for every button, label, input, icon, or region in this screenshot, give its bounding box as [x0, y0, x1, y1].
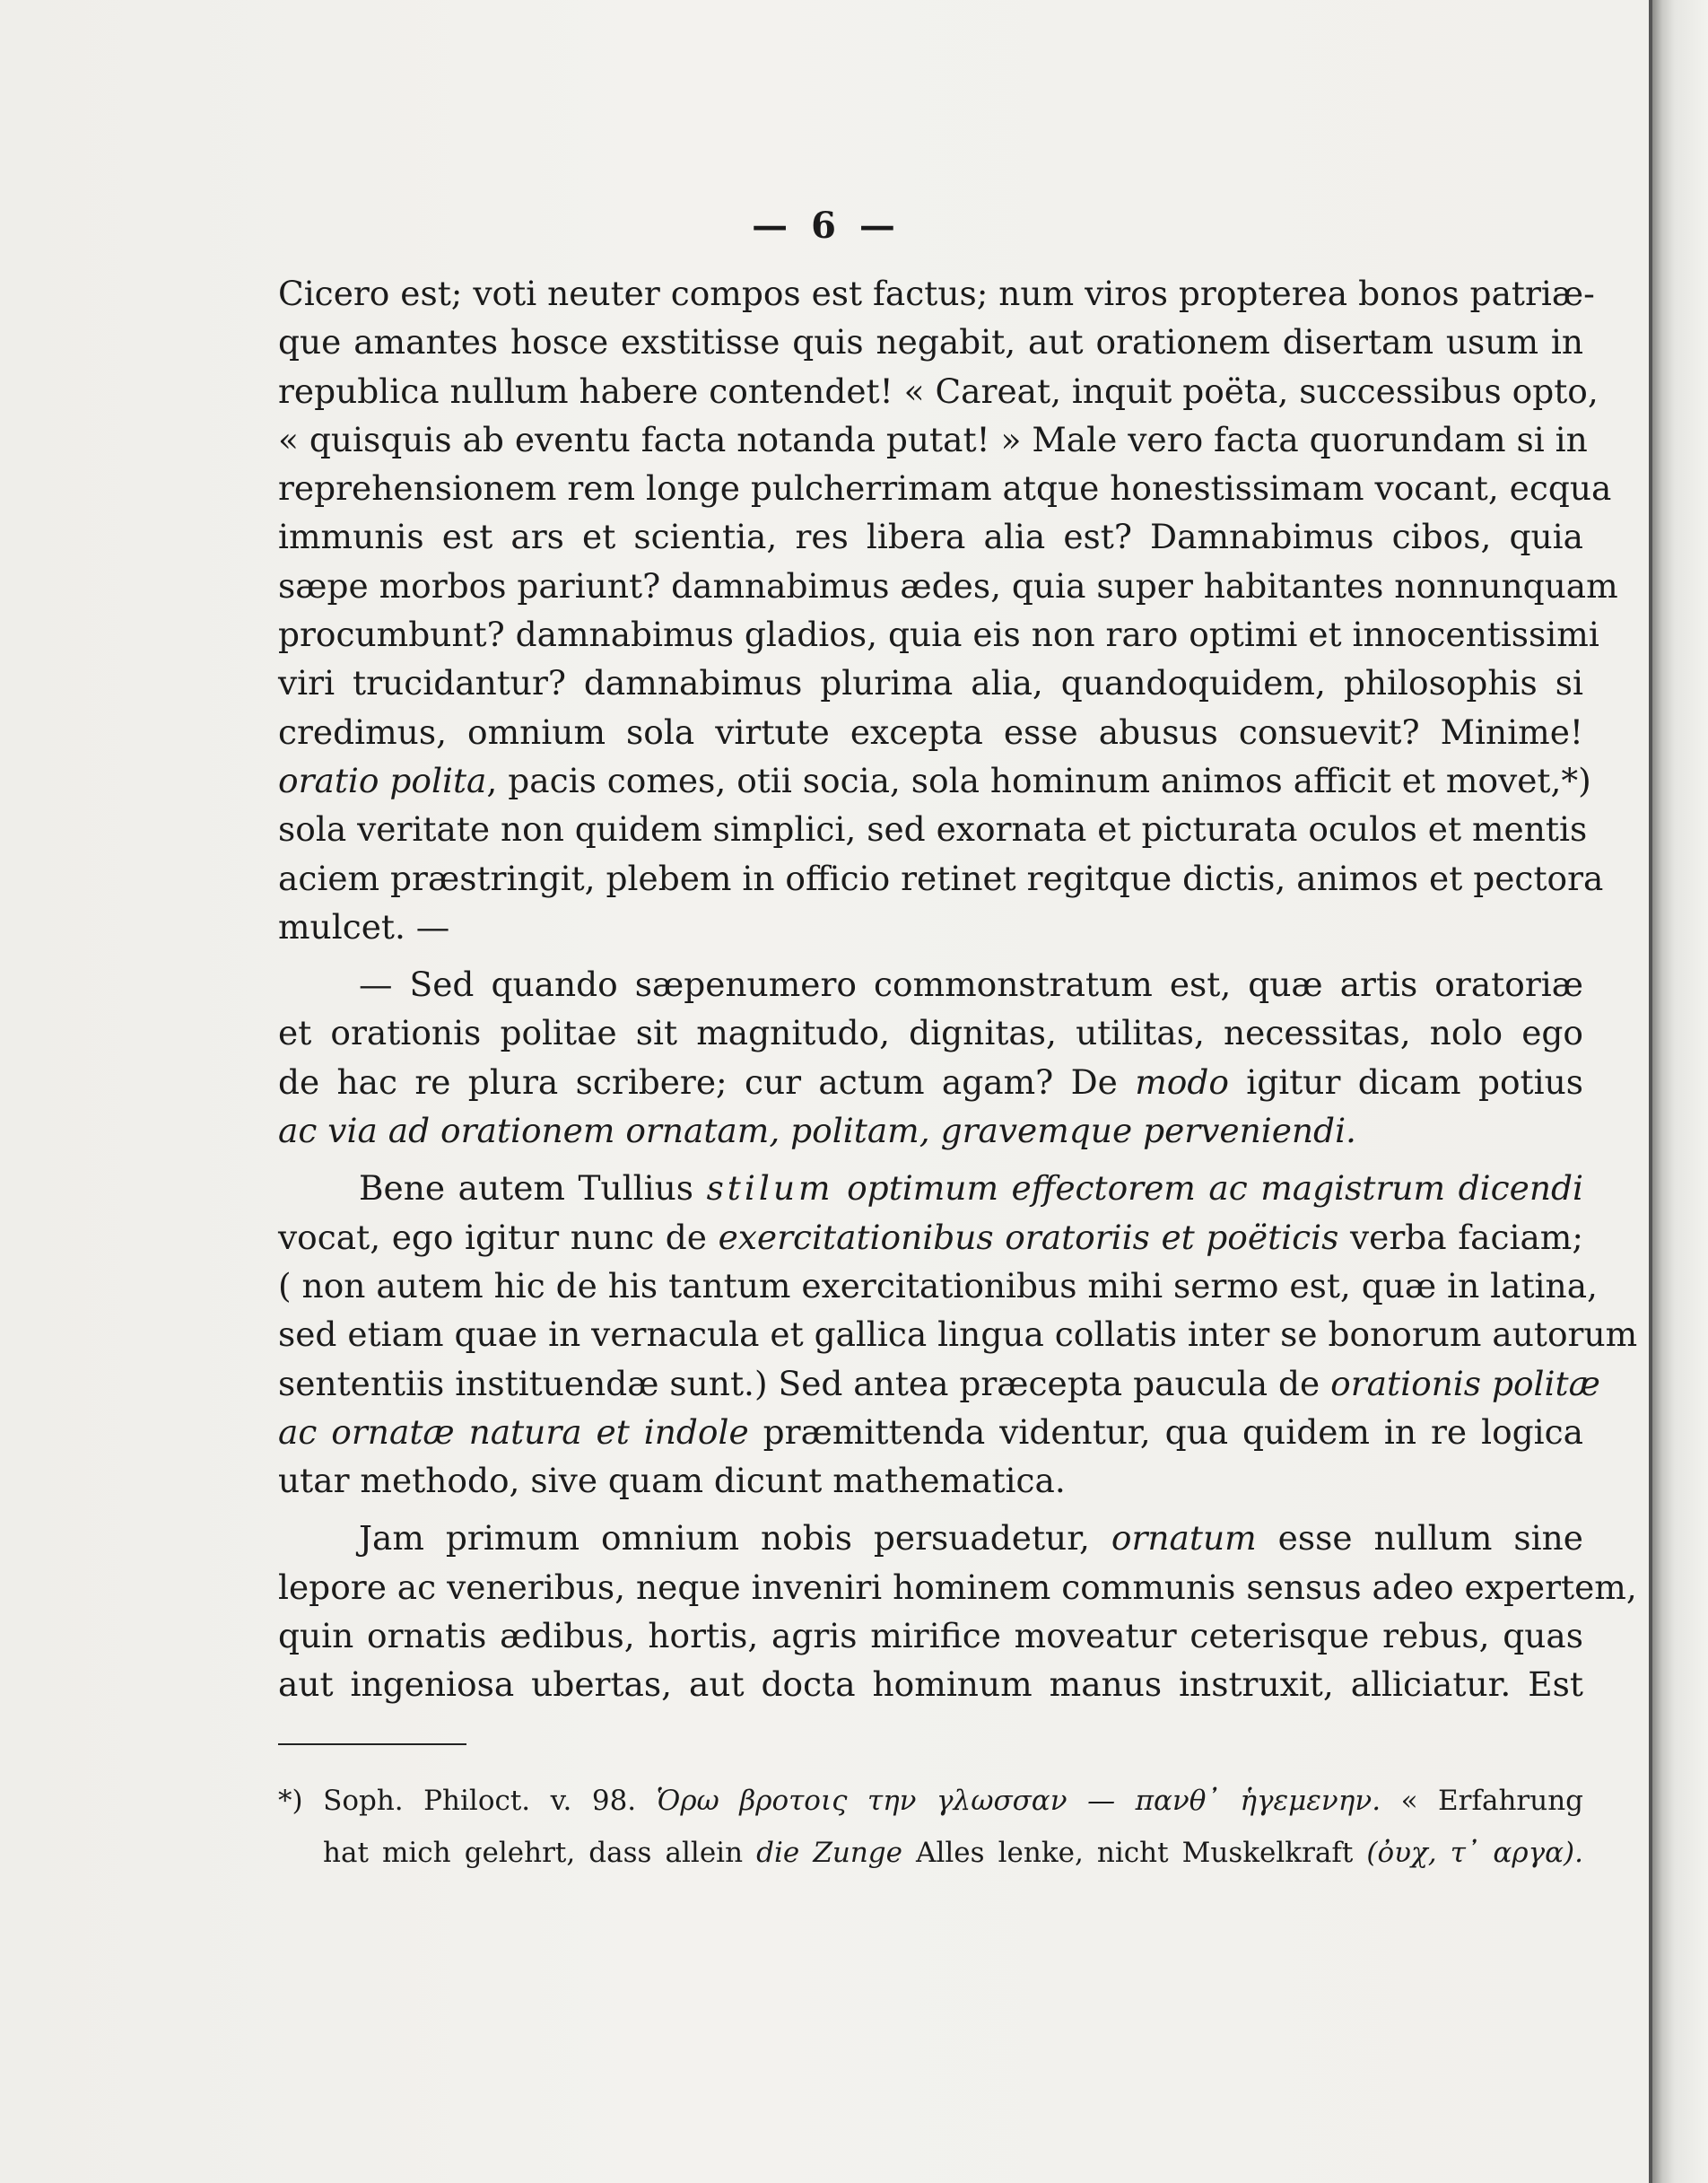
- text-line: sed etiam quae in vernacula et gallica lingua collatis inter se bonorum autorum: [278, 1314, 1638, 1355]
- text-segment: igitur dicam potius: [1228, 1061, 1583, 1102]
- footnote-line: [278, 1827, 1583, 1879]
- italic-phrase: ornatum: [1111, 1518, 1257, 1559]
- text-segment: sententiis instituendæ sunt.) Sed antea præcepta paucula de: [278, 1363, 1331, 1403]
- italic-phrase: modo: [1135, 1061, 1229, 1102]
- text-line: [278, 1408, 1583, 1456]
- spaced-word: stilum: [706, 1168, 834, 1209]
- page-edge-shadow: [1652, 0, 1708, 2183]
- text-line: aciem præstringit, plebem in officio retinet regitque dictis, animos et pectora: [278, 858, 1604, 898]
- text-line: [278, 756, 1591, 805]
- page-number: — 6 —: [752, 205, 901, 247]
- text-line: ( non autem hic de his tantum exercitationibus mihi sermo est, quæ in latina,: [278, 1265, 1598, 1305]
- text-line: [278, 1164, 1583, 1212]
- text-segment: de hac re plura scribere; cur actum agam? De: [278, 1061, 1136, 1102]
- text-line: reprehensionem rem longe pulcherrimam atque honestissimam vocant, ecqua: [278, 468, 1612, 509]
- text-segment: præmittenda videntur, qua quidem in re logica: [748, 1411, 1584, 1452]
- text-line: — Sed quando sæpenumero commonstratum est, quæ artis oratoriæ: [359, 965, 1583, 1005]
- text-line: procumbunt? damnabimus gladios, quia eis non raro optimi et innocentissimi: [278, 615, 1599, 655]
- text-line: immunis est ars et scientia, res libera alia est? Damnabimus cibos, quia: [278, 517, 1583, 557]
- text-line: [278, 1514, 1583, 1562]
- text-line: utar methodo, sive quam dicunt mathematica.: [278, 1461, 1066, 1501]
- text-line: [278, 1213, 1583, 1262]
- footnote-line: [278, 1775, 1583, 1827]
- italic-phrase: ac via ad orationem ornatam, politam, gravemque perveniendi.: [278, 1111, 1356, 1151]
- text-line: [278, 1359, 1600, 1408]
- text-segment: « Erfahrung: [1400, 1785, 1584, 1817]
- text-line: [278, 1106, 1583, 1155]
- footnote: [278, 1775, 1583, 1879]
- text-line: sæpe morbos pariunt? damnabimus ædes, quia super habitantes nonnunquam: [278, 565, 1618, 606]
- text-line: et orationis politae sit magnitudo, dignitas, utilitas, necessitas, nolo ego: [278, 1013, 1583, 1053]
- footnote-ref: *) Soph. Philoct. v. 98.: [278, 1785, 637, 1817]
- text-segment: vocat, ego igitur nunc de: [278, 1217, 719, 1257]
- text-segment: verba faciam;: [1338, 1217, 1583, 1257]
- text-line: credimus, omnium sola virtute excepta esse abusus consuevit? Minime!: [278, 712, 1583, 752]
- italic-phrase: ac ornatæ natura et indole: [278, 1411, 749, 1452]
- text-line: « quisquis ab eventu facta notanda putat! » Male vero facta quorundam si in: [278, 419, 1588, 459]
- greek-quote: Ὁρω βροτοις την γλωσσαν — πανθ᾽ ἡγεμενην.: [656, 1785, 1381, 1817]
- text-line: quin ornatis ædibus, hortis, agris mirifice moveatur ceterisque rebus, quas: [278, 1616, 1583, 1656]
- text-segment: Alles lenke, nicht Muskelkraft: [902, 1837, 1354, 1869]
- text-segment: hat mich gelehrt, dass allein: [323, 1837, 757, 1869]
- text-line: Cicero est; voti neuter compos est factus; num viros propterea bonos patriæ-: [278, 274, 1595, 313]
- text-line: viri trucidantur? damnabimus plurima alia, quandoquidem, philosophis si: [278, 663, 1583, 703]
- italic-phrase: oratio polita: [278, 760, 487, 800]
- text-line: sola veritate non quidem simplici, sed exornata et picturata oculos et mentis: [278, 809, 1588, 850]
- text-line: [278, 1058, 1583, 1106]
- italic-phrase: optimum effectorem ac magistrum dicendi: [833, 1168, 1583, 1209]
- greek-quote: (ὀυχ, τ᾽ αργα).: [1366, 1837, 1583, 1869]
- text-line: republica nullum habere contendet! « Careat, inquit poëta, successibus opto,: [278, 371, 1599, 411]
- text-line: lepore ac veneribus, neque inveniri hominem communis sensus adeo expertem,: [278, 1567, 1637, 1607]
- text-segment: esse nullum sine: [1256, 1518, 1583, 1559]
- text-line: aut ingeniosa ubertas, aut docta hominum manus instruxit, alliciatur. Est: [278, 1664, 1583, 1705]
- text-segment: Jam primum omnium nobis persuadetur,: [359, 1518, 1111, 1559]
- text-segment: Bene autem Tullius: [359, 1168, 707, 1209]
- text-segment: , pacis comes, otii socia, sola hominum animos afficit et movet,*): [486, 760, 1591, 800]
- text-line: mulcet. —: [278, 906, 450, 947]
- footnote-separator: [278, 1743, 466, 1745]
- text-line: que amantes hosce exstitisse quis negabit, aut orationem disertam usum in: [278, 322, 1583, 362]
- italic-phrase: exercitationibus oratoriis et poëticis: [718, 1217, 1339, 1257]
- italic-phrase: orationis politæ: [1330, 1363, 1600, 1403]
- italic-phrase: die Zunge: [756, 1837, 902, 1869]
- main-text: [278, 269, 1638, 1709]
